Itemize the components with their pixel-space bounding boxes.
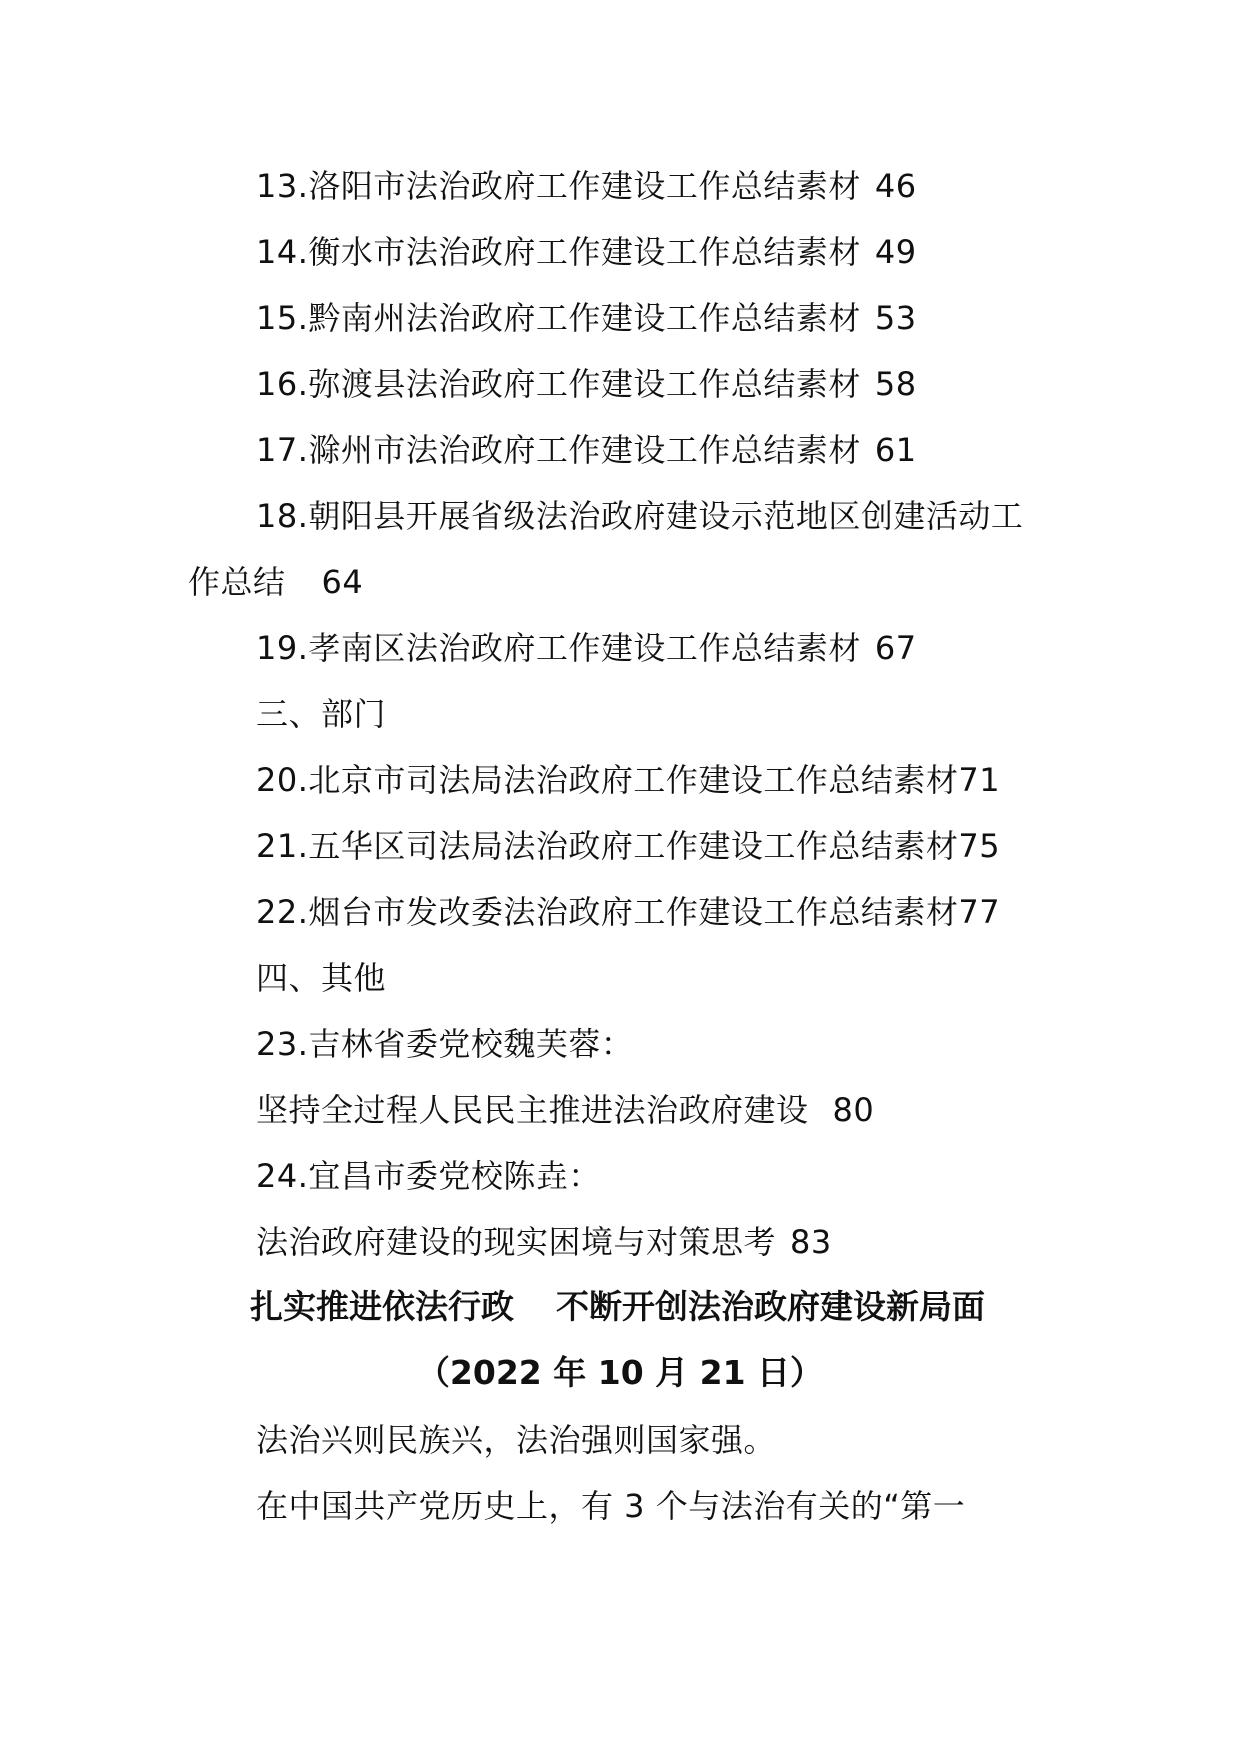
toc-item-15 xyxy=(256,298,917,338)
toc-item-text: 法治政府建设的现实困境与对策思考 xyxy=(256,1223,777,1261)
toc-page-number: 83 xyxy=(790,1223,832,1261)
toc-page-number: 75 xyxy=(958,827,1001,865)
toc-item-21 xyxy=(256,826,1000,866)
toc-item-text: 16.弥渡县法治政府工作建设工作总结素材 xyxy=(256,365,861,403)
toc-section-heading: 三、部门 xyxy=(256,695,387,733)
article-date: （2022 年 10 月 21 日） xyxy=(416,1353,824,1392)
toc-page-number: 53 xyxy=(874,299,917,337)
toc-page-number: 64 xyxy=(321,563,364,601)
toc-item-text: 14.衡水市法治政府工作建设工作总结素材 xyxy=(256,233,861,271)
toc-item-text: 坚持全过程人民民主推进法治政府建设 xyxy=(256,1091,809,1129)
article-paragraph-1: 法治兴则民族兴，法治强则国家强。 xyxy=(256,1421,777,1459)
toc-item-text: 15.黔南州法治政府工作建设工作总结素材 xyxy=(256,299,861,337)
toc-page-number: 71 xyxy=(958,761,1001,799)
toc-item-text: 19.孝南区法治政府工作建设工作总结素材 xyxy=(256,629,861,667)
article-title-part2: 不断开创法治政府建设新局面 xyxy=(556,1287,985,1326)
toc-page-number: 80 xyxy=(832,1091,875,1129)
toc-page-number: 49 xyxy=(874,233,917,271)
article-paragraph-2: 在中国共产党历史上，有 3 个与法治有关的“第一 xyxy=(256,1487,966,1525)
toc-item-text: 22.烟台市发改委法治政府工作建设工作总结素材 xyxy=(256,893,959,931)
toc-item-text: 21.五华区司法局法治政府工作建设工作总结素材 xyxy=(256,827,959,865)
toc-item-text: 20.北京市司法局法治政府工作建设工作总结素材 xyxy=(256,761,959,799)
toc-item-text: 13.洛阳市法治政府工作建设工作总结素材 xyxy=(256,167,861,205)
toc-item-18-line1 xyxy=(256,496,1023,536)
toc-item-23-line2 xyxy=(256,1090,874,1130)
toc-item-22 xyxy=(256,892,1000,932)
toc-item-19 xyxy=(256,628,917,668)
toc-item-16 xyxy=(256,364,917,404)
toc-page-number: 46 xyxy=(874,167,917,205)
toc-page-number: 77 xyxy=(958,893,1001,931)
toc-page-number: 61 xyxy=(874,431,917,469)
toc-item-14 xyxy=(256,232,917,272)
toc-item-text: 17.滁州市法治政府工作建设工作总结素材 xyxy=(256,431,861,469)
toc-item-24-line1: 24.宜昌市委党校陈垚： xyxy=(256,1157,601,1195)
toc-item-17 xyxy=(256,430,917,470)
toc-page-number: 58 xyxy=(874,365,917,403)
toc-item-24-line2 xyxy=(256,1222,832,1262)
toc-page-number: 67 xyxy=(874,629,917,667)
article-title xyxy=(250,1286,985,1328)
toc-section-heading: 四、其他 xyxy=(256,959,387,997)
toc-item-text: 作总结 xyxy=(188,563,286,601)
toc-item-23-line1: 23.吉林省委党校魏芙蓉： xyxy=(256,1025,634,1063)
toc-item-20 xyxy=(256,760,1000,800)
toc-item-13 xyxy=(256,166,917,206)
toc-item-text: 18.朝阳县开展省级法治政府建设示范地区创建活动工 xyxy=(256,497,1024,535)
article-title-part1: 扎实推进依法行政 xyxy=(250,1287,514,1326)
toc-item-18-line2 xyxy=(188,562,363,602)
